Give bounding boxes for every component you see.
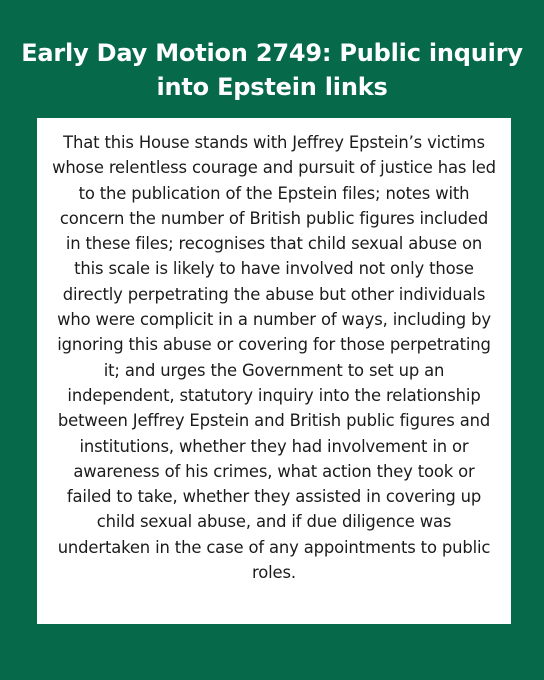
- motion-card: [37, 118, 511, 624]
- motion-text: That this House stands with Jeffrey Epstein’s victims whose relentless courage and pursuit of justice has led to the publication of the Epstein files; notes with concern the number of British public figures included in these files; recognises that child sexual abuse on this scale is likely to have involved not only those directly perpetrating the abuse but other individuals who were complicit in a number of ways, including by ignoring this abuse or covering for those perpetrating it; and urges the Government to set up an independent, statutory inquiry into the relationship between Jeffrey Epstein and British public figures and institutions, whether they had involvement in or awareness of his crimes, what action they took or failed to take, whether they assisted in covering up child sexual abuse, and if due diligence was undertaken in the case of any appointments to public roles.: [52, 133, 496, 583]
- page-title: Early Day Motion 2749: Public inquiry into Epstein links: [21, 39, 523, 101]
